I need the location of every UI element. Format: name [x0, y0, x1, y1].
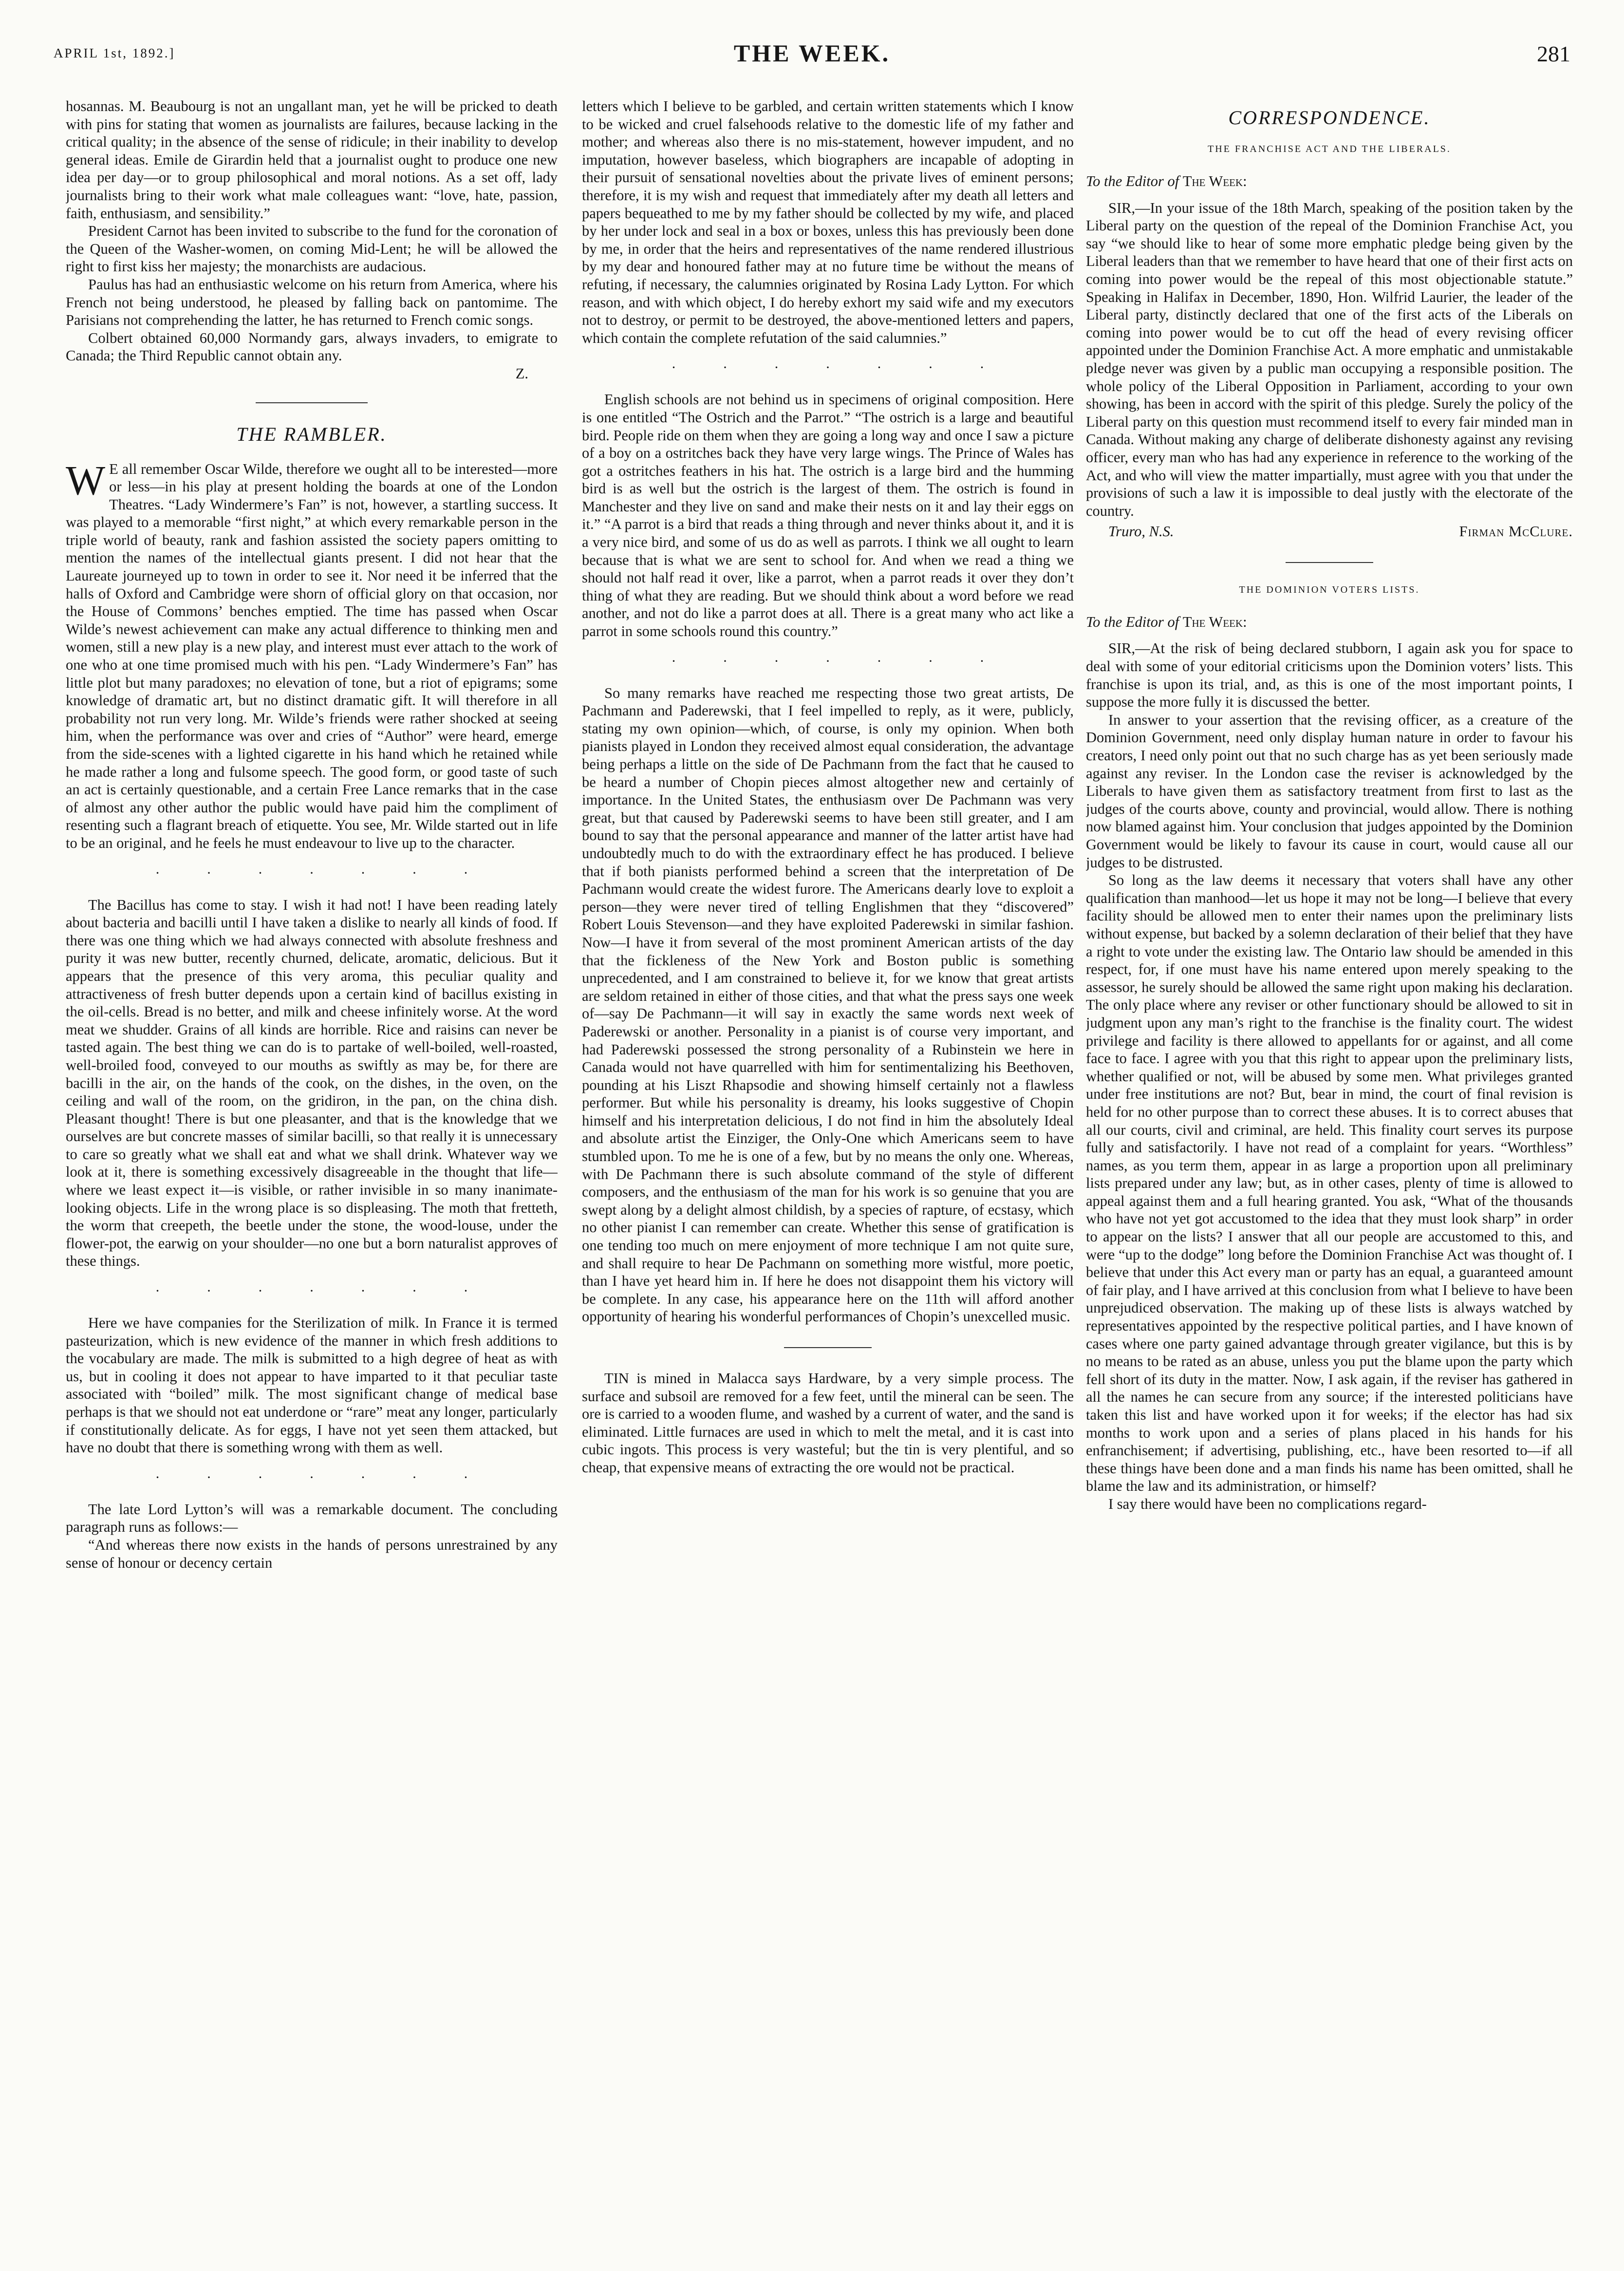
letter-salutation: To the Editor of The Week: [1086, 173, 1247, 189]
rambler-lytton-quote: “And whereas there now exists in the hands of persons unrestrained by any sense of honour or decency certain [66, 1536, 558, 1571]
letter-body: SIR,—In your issue of the 18th March, speaking of the position taken by the Liberal party on the question of the repeal of the Dominion Franchise Act, you say “we should like to hear of some more emphatic pledge being given by the Liberal leaders than that we remember to have heard that one of their first acts on coming into power would be the repeal of this most objectionable statute.” Speaking in Halifax in December, 1890, Hon. Wilfrid Laurier, the leader of the Liberal party, distinctly declared that one of the first acts of the Liberals on coming into power would be to cut off the head of every revising officer appointed under the Dominion Franchise Act. A more emphatic and unmistakable pledge never was given by a public man occupying a responsible position. The whole policy of the Liberal Opposition in Parliament, according to your own showing, has been in accord with the spirit of this pledge. Surely the policy of the Liberal party on this question must recommend itself to every fair minded man in Canada. Without making any charge of deliberate dishonesty against any revising officer, every man who has had any experience in reference to the working of the Act, and who will view the matter impartially, must agree with you that under the provisions of such a law it is impossible to deal justly with the electorate of the country. [1086, 199, 1573, 519]
paris-letter-paragraph: hosannas. M. Beaubourg is not an ungallant man, yet he will be pricked to death with pins for stating that women as journalists are failures, because lacking in the critical quality; in the absence of the sense of ridicule; in their inability to develop general ideas. Emile de Girardin held that a journalist ought to produce one new idea per day—or to group philosophical and moral notions. As a set off, lady journalists bring to their work what male colleagues want: “love, hate, passion, faith, enthusiasm, and sensibility.” [66, 98, 558, 222]
rambler-milk-paragraph: Here we have companies for the Sterilization of milk. In France it is termed pasteurization, which is new evidence of the manner in which fresh additions to the vocabulary are made. The milk is submitted to a high degree of heat as with us, but in cooling it does not appear to have imparted to it that peculiar taste associated with “boiled” milk. The most significant change of medical base perhaps is that we should not eat underdone or “rare” meat any longer, particularly if constitutionally delicate. As for eggs, I have not yet seen them attacked, but have no doubt that there is something wrong with them as well. [66, 1314, 558, 1456]
masthead-title: THE WEEK. [733, 39, 891, 67]
letter-body: In answer to your assertion that the revising officer, as a creature of the Dominion Government, need only display human nature in order to favour his creators, I need only point out that no such charge has as yet been seriously made against any reviser. In the London case the reviser is acknowledged by the Liberals to have given them as satisfactory treatment from first to last as the judges of the courts above, county and provincial, would allow. There is nothing now blamed against him. Your conclusion that judges appointed by the Dominion Government would be likely to favour its cause in court, would cause all our judges to be distrusted. [1086, 711, 1573, 871]
rambler-title: THE RAMBLER. [236, 423, 387, 445]
paris-letter-paragraph: Paulus has had an enthusiastic welcome on his return from America, where his French not being understood, he pleased by falling back on pantomime. The Parisians not comprehending the latter, he has returned to French comic songs. [66, 276, 558, 329]
schools-paragraph: English schools are not behind us in specimens of original composition. Here is one entitled “The Ostrich and the Parrot.” “The ostrich is a large and beautiful bird. People ride on them when they are going a long way and once I saw a picture of a boy on a ostritches back they have very large wings. The Prince of Wales has got a ostritches feathers in his hat. The ostrich is a large bird and the humming bird is as well but the ostrich is the largest of them. The ostrich is found in Manchester and they live on sand and make their nests on it and lay their eggs on it.” “A parrot is a bird that reads a thing through and never thinks about it, and it is a very nice bird, and some of us do as well as parrots. I think we all ought to learn because that is what we are sent to school for. And when we read a thing we should not half read it over, like a parrot, when a parrot reads it over they don’t thing of what they are reading. But we should think about a word before we read another, and not do like a parrot does at all. There is a great many who act like a parrot in some schools round this country.” [582, 391, 1074, 640]
section-rule [256, 402, 368, 403]
letter-place: Truro, N.S. [1108, 523, 1174, 540]
section-dots: · · · · · · · [671, 653, 1006, 669]
letter-signoff [1086, 523, 1573, 541]
letter-heading: THE DOMINION VOTERS LISTS. [1239, 584, 1420, 595]
correspondence-title: CORRESPONDENCE. [1228, 107, 1431, 129]
tin-paragraph: TIN is mined in Malacca says Hardware, by a very simple process. The surface and subsoil are removed for a few feet, until the mineral can be seen. The ore is carried to a wooden flume, and washed by a current of water, and the sand is eliminated. Little furnaces are used in which to melt the metal, and it is cast into cubic ingots. This process is very wasteful; but the tin is very plentiful, and so cheap, that expensive means of extracting the ore would not be practical. [582, 1370, 1074, 1476]
drop-cap: W [66, 456, 106, 504]
section-dots: · · · · · · · [155, 1469, 490, 1485]
paris-letter-paragraph: Colbert obtained 60,000 Normandy gars, always invaders, to emigrate to Canada; the Third Republic cannot obtain any. [66, 329, 558, 364]
paris-letter-paragraph: President Carnot has been invited to subscribe to the fund for the coronation of the Queen of the Washer-women, on coming Mid-Lent; he will be allowed the right to first kiss her majesty; the monarchists are audacious. [66, 223, 558, 275]
column-middle [582, 97, 1074, 2203]
section-dots: · · · · · · · [671, 359, 1006, 376]
section-dots: · · · · · · · [155, 864, 490, 881]
pianists-paragraph: So many remarks have reached me respecting those two great artists, De Pachmann and Paderewski, that I feel impelled to reply, as it were, publicly, stating my own opinion—which, of course, is only my opinion. When both pianists played in London they received almost equal consideration, the advantage being perhaps a little on the side of De Pachmann from the fact that he caused to be heard a number of Chopin pieces almost altogether new and certainly of importance. In the United States, the enthusiasm over De Pachmann was very great, but that caused by Paderewski seems to have been still greater, and I am bound to say that the personal appearance and manner of the latter artist have had undoubtedly much to do with the extraordinary effect he has produced. I believe that if both pianists performed behind a screen that the interpretation of De Pachmann would create the widest furore. The Americans dearly love to exploit a person—they were never tired of telling Englishmen that they “discovered” Robert Louis Stevenson—and they have exploited Paderewski in similar fashion. Now—I have it from several of the most prominent American artists of the day that the fickleness of the New York and Boston public is something unprecedented, and I am constrained to believe it, for we know that great artists are seldom retained in either of those cities, and that what the press says one week of—say De Pachmann—it will say in exactly the same words next week of Paderewski or another. Personality in a pianist is of course very important, and had Paderewski possessed the strong personality of a Rubinstein we here in Canada would not have quarrelled with him for sentimentalizing his Beethoven, pounding at his Liszt Rhapsodie and showing himself certainly not a flawless performer. But while his personality is dreamy, his looks suggestive of Chopin himself and his interpretation delicious, I do not find in him the absolutely Ideal and absolute artist the Einziger, the Only-One which Americans seem to have stumbled upon. To me he is one of a few, but by no means the only one. Whereas, with De Pachmann there is such absolute command of the style of different composers, and the enthusiasm of the man for his work is so genuine that you are swept along by a delight almost childish, by a species of rapture, of ecstasy, which no other pianist I can remember can create. Whether this sense of gratification is one tending too much on mere enjoyment of more technique I am not quite sure, and shall require to hear De Pachmann on something more wistful, more poetic, than I have yet heard him in. If here he does not disappoint them his victory will be complete. In any case, his appearance here on the 11th will afford another opportunity of hearing his wonderful performances of Chopin’s unexcelled music. [582, 684, 1074, 1325]
running-head [54, 39, 1570, 68]
letter-body: So long as the law deems it necessary that voters shall have any other qualification than manhood—let us hope it may not be long—I believe that every facility should be allowed men to enter their names upon the preliminary lists without expense, but backed by a solemn declaration of their belief that they have a right to vote under the existing law. The Ontario law should be amended in this respect, for, if one must have his name entered upon merely speaking to the assessor, he surely should be allowed the same right upon making his declaration. The only place where any reviser or other functionary should be allowed to sit in judgment upon any man’s right to the franchise is the finality court. The widest privilege and facility is there allowed to appellants for or against, and all come face to face. I agree with you that this right to appear upon the preliminary lists, whether qualified or not, will be abused by some men. What privileges granted under free institutions are not? But, bear in mind, the court of final revision is held for no other purpose than to correct these abuses. It is to correct abuses that all our courts, civil and criminal, are held. This finality court serves its purpose fully and satisfactorily. I have not read of a complaint for years. “Worthless” names, as you term them, appear in as large a proportion upon all preliminary lists prepared under any law; but, as in other cases, plenty of time is allowed to appeal against them and a full hearing granted. You ask, “What of the thousands who have not yet got accustomed to the idea that they must look sharp” in order to appear on the lists? I answer that all our people are accustomed to this, and were “up to the dodge” long before the Dominion Franchise Act was thought of. I believe that under this Act every man or party has an equal, a guaranteed amount of fair play, and I have arrived at this conclusion from what I believe to have been unprejudiced observation. The making up of these lists is always watched by representatives appointed by the respective political parties, and I have known of cases where one party gained advantage through greater vigilance, but this is by no means to be rated as an abuse, unless you put the blame upon the party which fell short of its duty in the matter. Now, I ask again, if the reviser has gathered in all the names he can secure from any source; if the interested politicians have taken this list and have worked upon it for weeks; if the elector has had six months to work upon and a series of plans placed in his hands for his enfranchisement; if advertising, publishing, etc., have been resorted to—if all these things have been done and a man finds his name has been omitted, shall he blame the law and its administration, or himself? [1086, 872, 1573, 1495]
letter-body: I say there would have been no complications regard- [1108, 1495, 1427, 1512]
column-right [1086, 97, 1573, 2203]
rambler-lytton-paragraph: The late Lord Lytton’s will was a remarkable document. The concluding paragraph runs as follows:— [66, 1501, 558, 1536]
letter-heading: THE FRANCHISE ACT AND THE LIBERALS. [1208, 144, 1451, 154]
letter-signer: Firman McClure. [1459, 523, 1573, 540]
paris-letter-signature: Z. [515, 365, 528, 382]
section-rule [1286, 562, 1373, 563]
column-left [66, 97, 558, 2203]
rambler-wilde-paragraph: W E all remember Oscar Wilde, therefore we ought all to be interested—more or less—in his play at present holding the boards at one of the London Theatres. “Lady Windermere’s Fan” is not, however, a startling success. It was played to a memorable “first night,” at which every remarkable person in the triple world of beauty, rank and fashion assisted the society papers omitting to mention the names of the intellectual giants present. I did not hear that the Laureate journeyed up to town in order to see it. Nor need it be inferred that the halls of Oxford and Cambridge were shorn of official glory on that occasion, nor the House of Commons’ benches emptied. The time has passed when Oscar Wilde’s newest achievement can make any actual difference to thinking men and women, still a new play is a new play, and interest must ever attach to the work of one who at one time promised much with his pen. “Lady Windermere’s Fan” has little plot but many paradoxes; no elevation of tone, but a riot of epigrams; some knowledge of dramatic art, but no distinct dramatic gift. It will therefore in all probability not run very long. Mr. Wilde’s friends were rather shocked at seeing him, when the performance was over and cries of “Author” were heard, emerge from the side-scenes with a lighted cigarette in his hand which he retained while he made rather a long and fulsome speech. The good form, or good taste of such an act is certainly questionable, and a certain Free Lance remarks that in the case of almost any other author the public would have paid him the compliment of resenting such a flagrant breach of etiquette. You see, Mr. Wilde started out in life to be an original, and he feels he must endeavour to live up to the character. [66, 456, 558, 851]
section-rule [784, 1347, 872, 1348]
letter-salutation: To the Editor of The Week: [1086, 613, 1247, 630]
section-dots: · · · · · · · [155, 1283, 490, 1299]
issue-date: APRIL 1st, 1892.] [54, 46, 175, 60]
lytton-quote-continued: letters which I believe to be garbled, and certain written statements which I know to be wicked and cruel falsehoods relative to the domestic life of my father and mother; and whereas also there is no mis-statement, however impudent, and no imputation, however baseless, which biographers are incapable of adopting in their pursuit of sensational novelties about the private lives of eminent persons; therefore, it is my wish and request that immediately after my death all letters and papers bequeathed to me by my father should be collected by my wife, and placed by her under lock and seal in a box or boxes, unless this has previously been done by me, in order that the heirs and representatives of the name rendered illustrious by my dear and honoured father may at no future time be without the means of refuting, if necessary, the calumnies originated by Rosina Lady Lytton. For which reason, and with which object, I do hereby exhort my said wife and my executors not to destroy, or permit to be destroyed, the above-mentioned letters and papers, which contain the complete refutation of the said calumnies.” [582, 98, 1074, 346]
page-number: 281 [1537, 41, 1570, 66]
letter-body: SIR,—At the risk of being declared stubborn, I again ask you for space to deal with some of your editorial criticisms upon the Dominion voters’ lists. This franchise is upon its trial, and, as this is one of the most important points, I suppose the more fully it is discussed the better. [1086, 640, 1573, 711]
rambler-bacillus-paragraph: The Bacillus has come to stay. I wish it had not! I have been reading lately about bacteria and bacilli until I have taken a dislike to nearly all kinds of food. If there was one thing which we had always connected with absolute freshness and purity it was new butter, recently churned, delicate, aromatic, delicious. But it appears that the presence of this very aroma, this peculiar quality and attractiveness of fresh butter depends upon a certain kind of bacillus existing in the oil-cells. Bread is no better, and milk and cheese infinitely worse. At the word meat we shudder. Grains of all kinds are horrible. Rice and raisins can never be tasted again. The best thing we can do is to partake of well-boiled, well-roasted, well-broiled food, conveyed to our mouths as swiftly as may be, for there are bacilli in the air, on the hands of the cook, on the dishes, in the oven, on the ceiling and wall of the room, on the gridiron, in the pan, on the china dish. Pleasant thought! There is but one pleasanter, and that is the knowledge that we ourselves are but concrete masses of similar bacilli, so that really it is unnecessary to care so greatly what we shall eat and what we shall drink. Whatever way we look at it, there is something excessively disagreeable in the thought that life—where we least expect it—is visible, or rather invisible in so many inanimate-looking objects. Life in the wrong place is so displeasing. The moth that fretteth, the worm that creepeth, the beetle under the stone, the wood-louse, under the flower-pot, the earwig on your shoulder—no one but a born naturalist approves of these things. [66, 896, 558, 1270]
